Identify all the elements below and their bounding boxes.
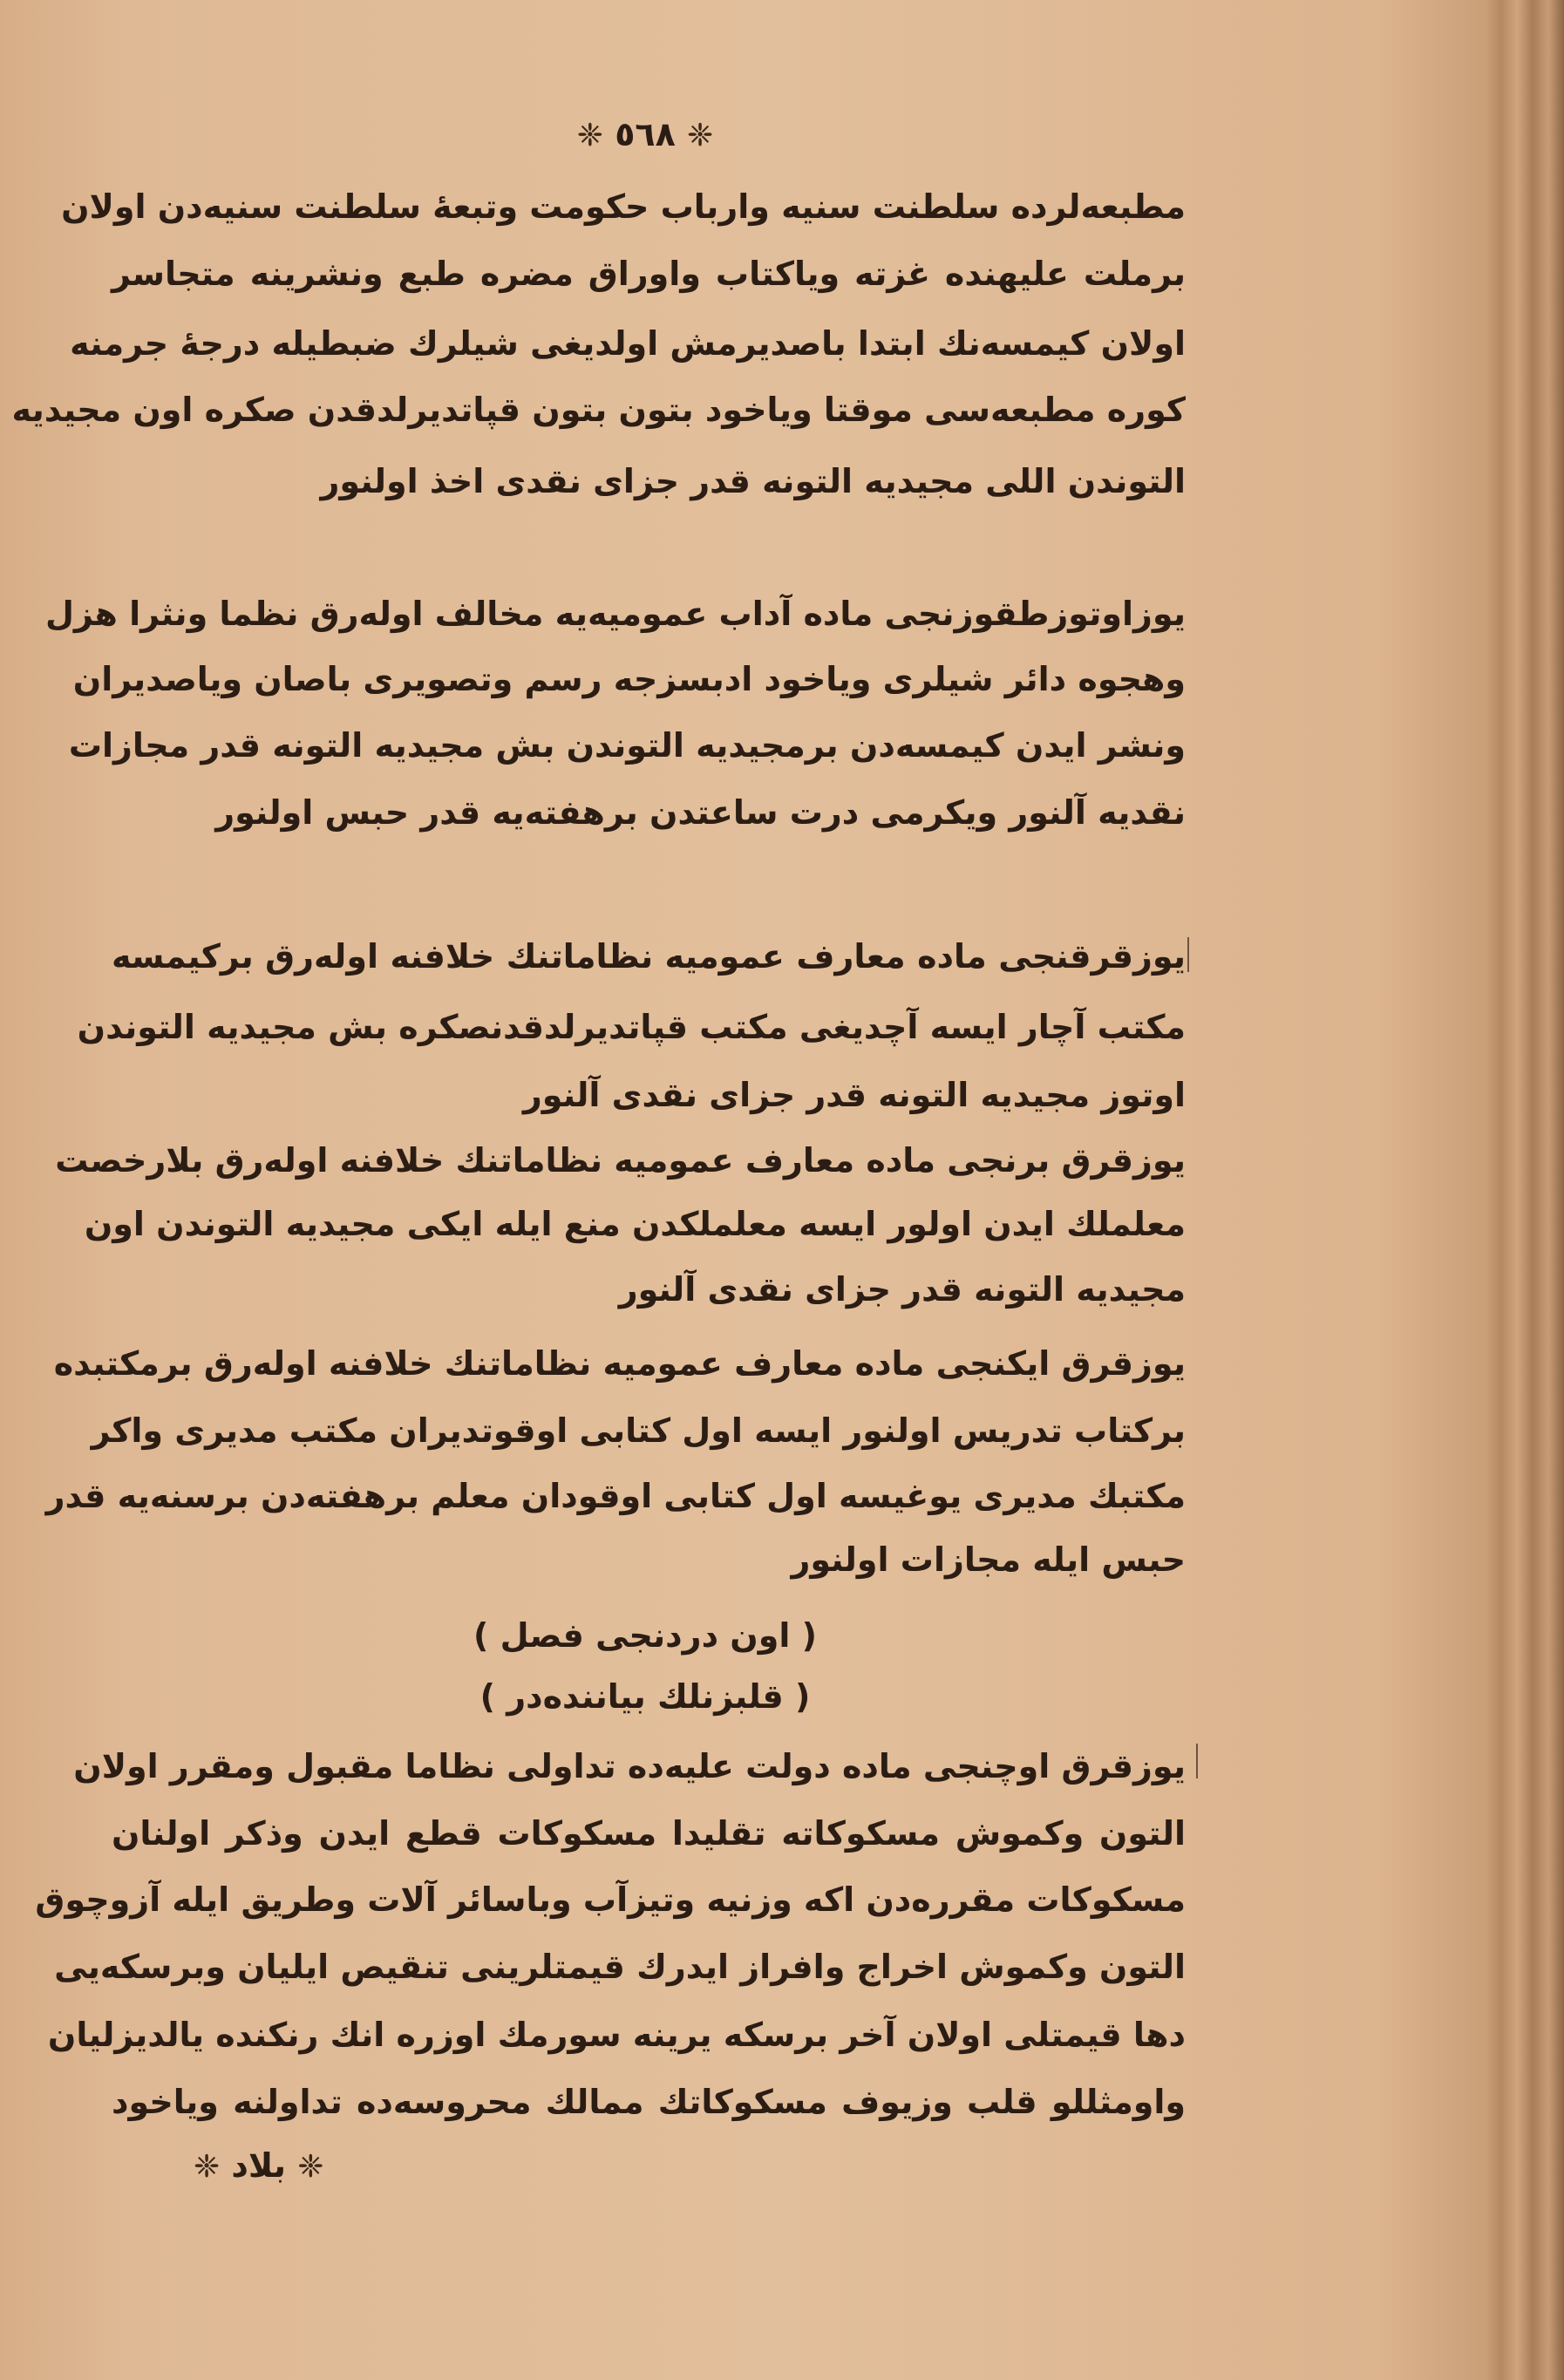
text-line: التون وکموش اخراج وافراز ایدرك قیمتلرینی تنقیص ایلیان وبرسکه‌یی	[54, 1948, 1186, 1986]
text-line: اوتوز مجیدیه التونه قدر جزای نقدی آلنور	[522, 1076, 1186, 1114]
ornament-icon: ❈	[194, 2149, 221, 2185]
text-line: التوندن اللی مجیدیه التونه قدر جزای نقدی اخذ اولنور	[320, 462, 1186, 500]
margin-mark	[1187, 937, 1189, 972]
text-line: یوزاوتوزطقوزنجی ماده آداب عمومیه‌یه مخالف اوله‌رق نظما ونثرا هزل	[44, 595, 1186, 633]
catchword-text: بلاد	[231, 2146, 287, 2185]
text-line: ونشر ایدن کیمسه‌دن برمجیدیه التوندن بش مجیدیه التونه قدر مجازات	[68, 726, 1186, 765]
text-line: برکتاب تدریس اولنور ایسه اول کتابی اوقوتدیران مکتب مدیری واکر	[91, 1411, 1186, 1450]
text-line: مطبعه‌لرده سلطنت سنیه وارباب حکومت وتبعهٔ سلطنت سنیه‌دن اولان	[61, 187, 1186, 226]
text-line: اولان کیمسه‌نك ابتدا باصدیرمش اولدیغی شیلرك ضبطیله درجهٔ جرمنه	[70, 324, 1186, 363]
text-line: مکتبك مدیری یوغیسه اول کتابی اوقودان معلم برهفته‌دن برسنه‌یه قدر	[45, 1477, 1186, 1515]
text-line: مسکوکات مقرره‌دن اکه وزنیه وتیزآب وباسائر آلات وطریق ایله آزوچوق	[35, 1880, 1186, 1919]
text-line: حبس ایله مجازات اولنور	[791, 1540, 1186, 1579]
text-line: یوزقرق برنجی ماده معارف عمومیه نظاماتنك خلافنه اوله‌رق بلارخصت	[55, 1141, 1186, 1180]
catchword	[194, 2146, 323, 2185]
chapter-subheading: ( قلبزنلك بیاننده‌در )	[479, 1677, 811, 1716]
text-line: کوره مطبعه‌سی موقتا ویاخود بتون بتون قپاتدیرلدقدن صکره اون مجیدیه	[11, 391, 1186, 429]
ornament-icon: ❈	[576, 118, 603, 153]
text-line: معلملك ایدن اولور ایسه معلملکدن منع ایله ایکی مجیدیه التوندن اون	[84, 1205, 1186, 1243]
text-line: مکتب آچار ایسه آچدیغی مکتب قپاتدیرلدقدنصکره بش مجیدیه التوندن	[77, 1008, 1186, 1046]
text-line: یوزقرق اوچنجی ماده دولت علیه‌ده تداولی نظاما مقبول ومقرر اولان	[73, 1747, 1186, 1785]
margin-mark	[1196, 1744, 1198, 1778]
text-line: وهجوه دائر شیلری ویاخود ادبسزجه رسم وتصویری باصان ویاصدیران	[72, 660, 1186, 698]
ornament-icon: ❈	[687, 118, 714, 153]
text-line: یوزقرق ایکنجی ماده معارف عمومیه نظاماتنك خلافنه اوله‌رق برمکتبده	[53, 1344, 1186, 1383]
ornament-icon: ❈	[297, 2149, 324, 2185]
text-line: مجیدیه التونه قدر جزای نقدی آلنور	[618, 1270, 1186, 1309]
text-line: واومثللو قلب وزیوف مسکوکاتك ممالك محروسه‌ده تداولنه ویاخود	[112, 2083, 1186, 2121]
page-number: ٥٦٨	[615, 115, 676, 153]
text-line: یوزقرقنجی ماده معارف عمومیه نظاماتنك خلافنه اوله‌رق برکیمسه	[112, 937, 1186, 976]
page-header	[541, 115, 750, 153]
text-line: دها قیمتلی اولان آخر برسکه یرینه سورمك اوزره انك رنکنده یالدیزلیان	[47, 2016, 1186, 2054]
text-line: نقدیه آلنور ویکرمی درت ساعتدن برهفته‌یه قدر حبس اولنور	[215, 793, 1186, 832]
text-line: التون وکموش مسکوکاته تقلیدا مسکوکات قطع ایدن وذکر اولنان	[112, 1814, 1186, 1853]
text-line: برملت علیهنده غزته ویاکتاب واوراق مضره طبع ونشرینه متجاسر	[112, 255, 1186, 293]
chapter-heading: ( اون دردنجی فصل )	[473, 1616, 817, 1655]
